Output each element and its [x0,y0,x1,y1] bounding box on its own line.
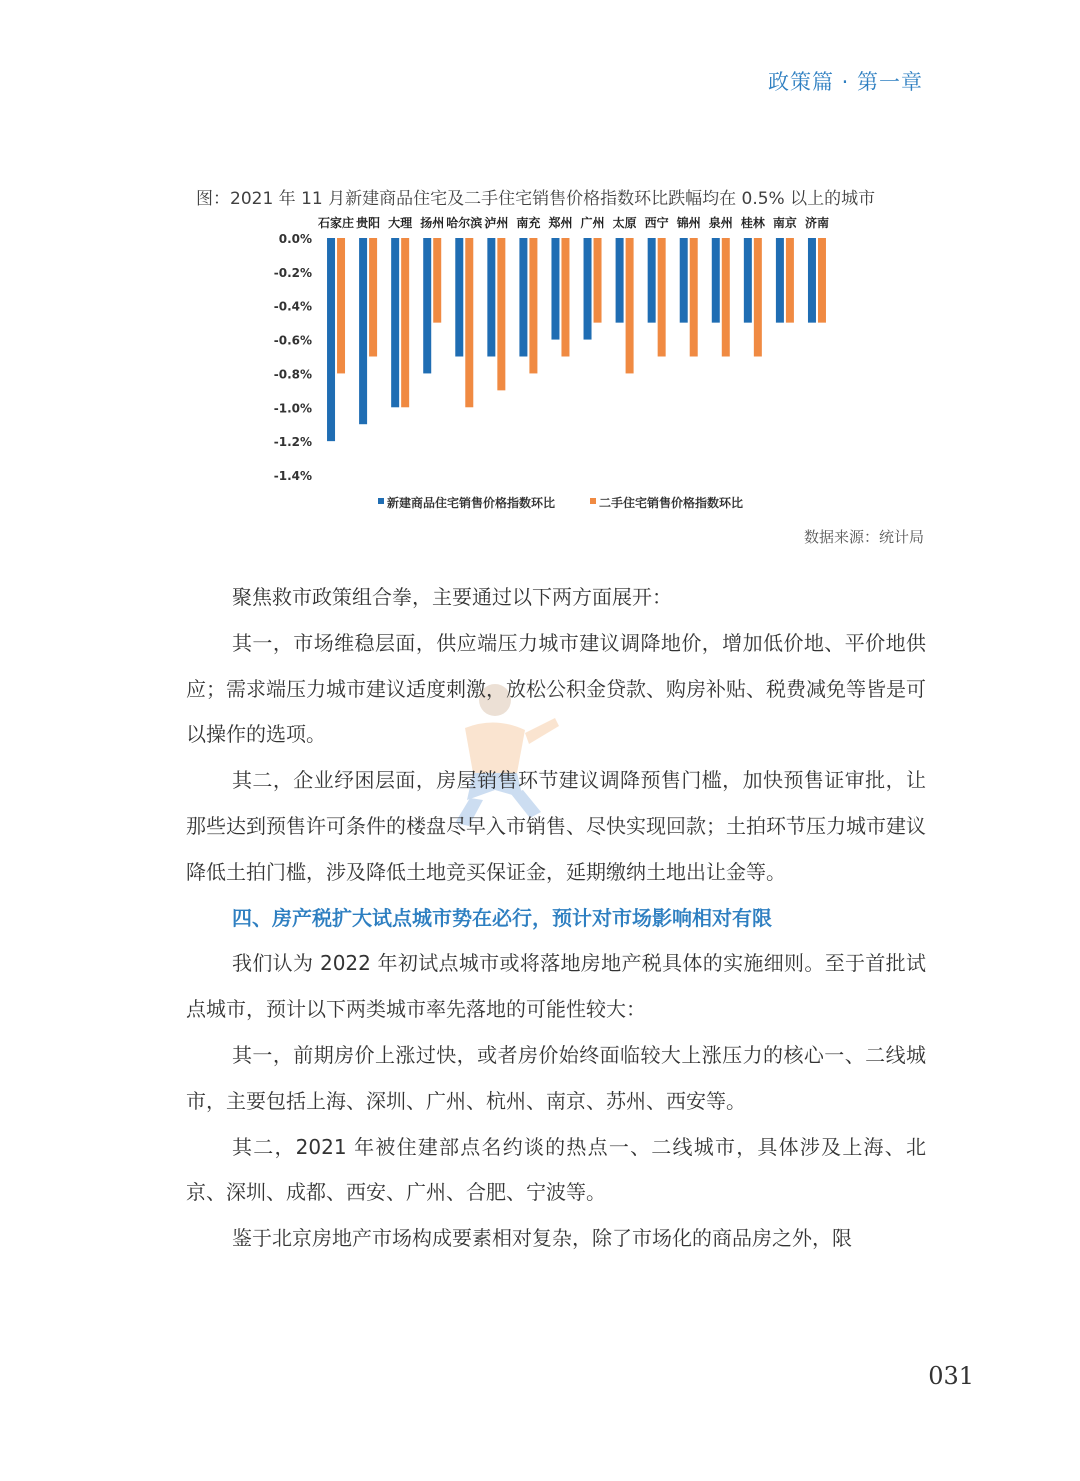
bar-second-hand [337,238,345,373]
category-label: 桂林 [740,216,765,230]
y-tick-label: -1.0% [273,401,312,416]
category-label: 大理 [388,216,413,230]
section-heading: 四、房产税扩大试点城市势在必行，预计对市场影响相对有限 [232,905,772,930]
bar-second-hand [626,238,634,373]
paragraph: 我们认为 2022 年初试点城市或将落地房地产税具体的实施细则。至于首批试点城市，预计以下两类城市率先落地的可能性较大： [186,951,926,1022]
bar-second-hand [529,238,537,373]
bar-second-hand [433,238,441,323]
bar-new-home [744,238,752,323]
bar-second-hand [658,238,666,357]
bar-new-home [551,238,559,340]
bar-new-home [680,238,688,323]
bar-second-hand [786,238,794,323]
category-label: 南充 [516,216,541,230]
bar-second-hand [401,238,409,407]
y-tick-label: 0.0% [278,232,312,246]
bar-new-home [712,238,720,323]
paragraph: 聚焦救市政策组合拳，主要通过以下两方面展开： [232,585,672,609]
bar-second-hand [722,238,730,357]
paragraph: 鉴于北京房地产市场构成要素相对复杂，除了市场化的商品房之外，限 [232,1226,852,1251]
bar-new-home [455,238,463,357]
bar-second-hand [818,238,826,323]
paragraph: 其二，2021 年被住建部点名约谈的热点一、二线城市，具体涉及上海、北京、深圳、成都、西安、广州、合肥、宁波等。 [186,1134,926,1205]
bar-new-home [487,238,495,357]
y-tick-label: -0.6% [273,333,312,348]
legend-label: 二手住宅销售价格指数环比 [599,496,744,510]
category-label: 西宁 [644,216,669,230]
category-label: 泉州 [708,216,733,230]
category-label: 哈尔滨 [446,216,483,230]
category-label: 太原 [612,216,637,230]
category-label: 锦州 [676,216,701,230]
bar-new-home [616,238,624,323]
bar-second-hand [690,238,698,357]
figure-caption: 图：2021 年 11 月新建商品住宅及二手住宅销售价格指数环比跌幅均在 0.5% 以上的城市 [196,189,876,209]
category-label: 南京 [772,216,797,230]
article-body [186,575,926,1262]
category-label: 贵阳 [356,216,381,230]
page-number: 031 [928,1362,974,1390]
y-tick-label: -1.4% [273,469,312,483]
category-label: 石家庄 [318,216,355,230]
category-label: 广州 [580,216,605,230]
legend-label: 新建商品住宅销售价格指数环比 [387,496,556,510]
bar-second-hand [465,238,473,407]
paragraph: 其一，前期房价上涨过快，或者房价始终面临较大上涨压力的核心一、二线城市，主要包括上海、深圳、广州、杭州、南京、苏州、西安等。 [186,1042,926,1113]
category-label: 郑州 [548,216,573,230]
legend-swatch [378,498,384,504]
bar-new-home [519,238,527,357]
figure-source: 数据来源：统计局 [803,528,924,546]
y-tick-label: -0.4% [273,299,312,314]
bar-new-home [423,238,431,373]
y-tick-label: -0.2% [273,265,312,280]
bar-new-home [776,238,784,323]
category-label: 泸州 [484,216,509,230]
y-tick-label: -0.8% [273,367,312,382]
bar-new-home [359,238,367,424]
category-label: 扬州 [420,216,445,230]
paragraph: 其一，市场维稳层面，供应端压力城市建议调降地价，增加低价地、平价地供应；需求端压力城市建议适度刺激，放松公积金贷款、购房补贴、税费减免等皆是可以操作的选项。 [186,630,926,747]
bar-second-hand [754,238,762,357]
legend-swatch [590,498,596,504]
bar-chart [0,0,1080,530]
category-label: 济南 [804,216,829,230]
bar-second-hand [594,238,602,323]
bar-new-home [808,238,816,323]
chapter-header: 政策篇 · 第一章 [767,70,923,94]
bar-new-home [648,238,656,323]
bar-new-home [327,238,335,441]
bar-second-hand [497,238,505,390]
bar-new-home [391,238,399,407]
y-tick-label: -1.2% [273,435,312,450]
bar-second-hand [369,238,377,357]
paragraph: 其二，企业纾困层面，房屋销售环节建议调降预售门槛，加快预售证审批，让那些达到预售许可条件的楼盘尽早入市销售、尽快实现回款；土拍环节压力城市建议降低土拍门槛，涉及降低土地竞买保证金，延期缴纳土地出让金等。 [186,768,926,884]
bar-new-home [584,238,592,340]
bar-second-hand [561,238,569,357]
